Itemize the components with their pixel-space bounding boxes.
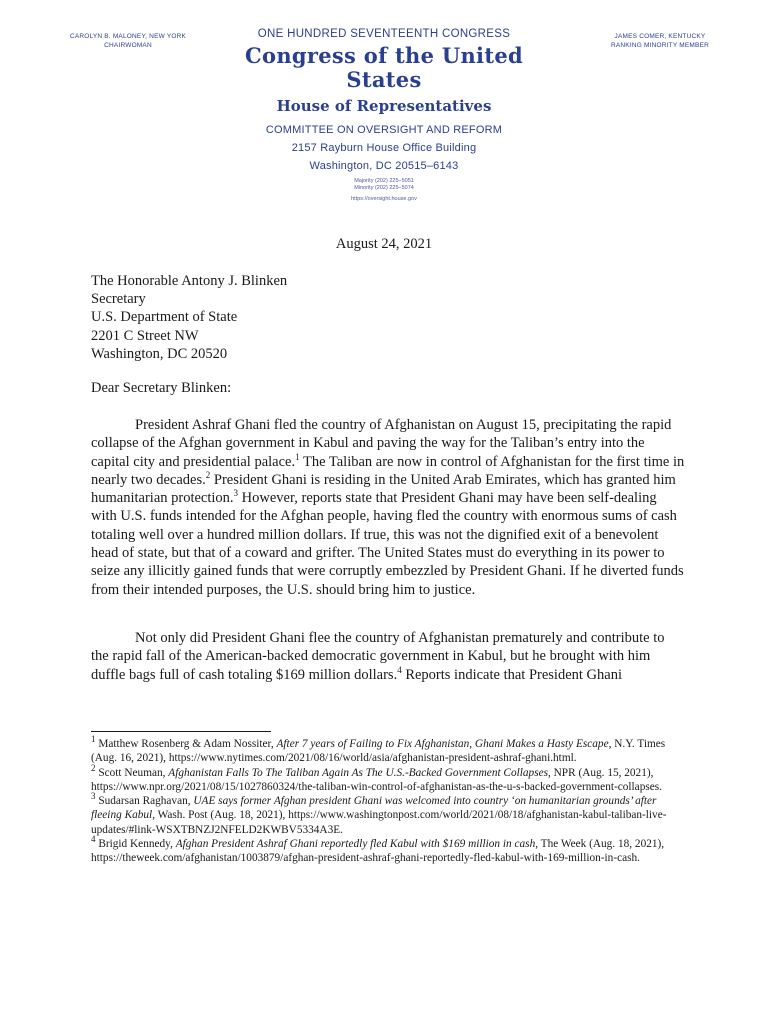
recipient-line: U.S. Department of State: [91, 309, 238, 326]
footnote-ref[interactable]: 3: [233, 488, 239, 499]
footnote: $^2$ Scott Neuman, Afghanistan Falls To The Taliban Again As The U.S.-Backed Government Collapses, NPR (Aug. 15, 2021), https://www.npr.org/2021/08/15/1027860324/the-taliban-win-control-of-afghanistan-as-the-u-s-backed-government-collapses.: [91, 762, 662, 793]
chair-title: CHAIRWOMAN: [104, 42, 152, 49]
office-address: 2157 Rayburn House Office Building: [291, 142, 477, 154]
recipient-line: Secretary: [91, 291, 146, 308]
ranking-title: RANKING MINORITY MEMBER: [610, 42, 709, 49]
congress-title: Congress of the United States: [245, 43, 523, 92]
salutation: Dear Secretary Blinken:: [91, 380, 232, 396]
footnote: $^3$ Sudarsan Raghavan, UAE says former Afghan president Ghani was welcomed into country ‘on humanitarian grounds’ after fleeing Kabul, Wash. Post (Aug. 18, 2021), https://www.washingtonpost.com/world/2021/08/18/afghanistan-kabul-taliban-live-updates/#link-WSXTBNZJ2NFELD2KWBV5334A3E.: [91, 791, 667, 836]
phone-numbers: [234, 178, 534, 192]
recipient-line: Washington, DC 20520: [91, 345, 228, 362]
chair-name: CAROLYN B. MALONEY, NEW YORK: [69, 33, 187, 40]
footnote-ref[interactable]: 4: [397, 664, 402, 675]
chair-block: [62, 32, 194, 50]
body-paragraph-1: President Ashraf Ghani fled the country of Afghanistan on August 15, precipitating the rapid collapse of the Afghan government in Kabul and paving the way for the Taliban’s entry into the capital city and presidential palace.$^1$ The Taliban are now in control of Afghanistan for the first time in nearly two decades.$^2$ President Ghani is residing in the United Arab Emirates, which has granted him humanitarian protection.$^3$ However, reports state that President Ghani may have been self-dealing with U.S. funds intended for the Afghan people, having fled the country with enormous sums of cash totaling well over a hundred million dollars. If true, this was not the dignified exit of a benevolent head of state, but that of a coward and grifter. The United States must do everything in its power to seize any illicitly gained funds that were corruptly embezzled by President Ghani. If he diverted funds from their intended purposes, the U.S. should bring him to justice.: [91, 417, 685, 598]
footnote-divider: [91, 731, 271, 732]
footnote-ref[interactable]: 2: [205, 470, 211, 481]
ranking-block: [590, 32, 730, 50]
footnote-ref[interactable]: 1: [295, 451, 300, 462]
committee-name: COMMITTEE ON OVERSIGHT AND REFORM: [265, 124, 503, 136]
house-title: House of Representatives: [276, 97, 492, 115]
footnote: $^4$ Brigid Kennedy, Afghan President Ashraf Ghani reportedly fled Kabul with $169 million in cash, The Week (Aug. 18, 2021), https://theweek.com/afghanistan/1003879/afghan-president-ashraf-ghani-reportedly-fled-kabul-with-169-million-in-cash.: [91, 834, 665, 865]
letterhead: [0, 0, 768, 210]
letterhead-center: [234, 28, 534, 203]
majority-phone: Majority (202) 225–5051: [354, 178, 414, 184]
website: https://oversight.house.gov: [351, 196, 417, 202]
letter-date: August 24, 2021: [335, 236, 433, 252]
recipient-line: The Honorable Antony J. Blinken: [91, 273, 288, 289]
recipient-line: 2201 C Street NW: [91, 327, 199, 344]
minority-phone: Minority (202) 225–5074: [354, 185, 414, 191]
office-city: Washington, DC 20515–6143: [309, 160, 459, 172]
footnote: $^1$ Matthew Rosenberg & Adam Nossiter, After 7 years of Failing to Fix Afghanistan, Ghani Makes a Hasty Escape, N.Y. Times (Aug. 16, 2021), https://www.nytimes.com/2021/08/16/world/asia/afghanistan-president-ashraf-ghani.html.: [91, 734, 666, 765]
footnotes: [91, 734, 685, 866]
body-paragraph-2: Not only did President Ghani flee the country of Afghanistan prematurely and contribute to the rapid fall of the American-backed democratic government in Kabul, but he brought with him duffle bags full of cash totaling $169 million dollars.$^4$ Reports indicate that President Ghani: [91, 630, 665, 683]
ranking-name: JAMES COMER, KENTUCKY: [614, 33, 706, 40]
recipient-address: [91, 272, 287, 363]
congress-number: ONE HUNDRED SEVENTEENTH CONGRESS: [257, 28, 511, 40]
